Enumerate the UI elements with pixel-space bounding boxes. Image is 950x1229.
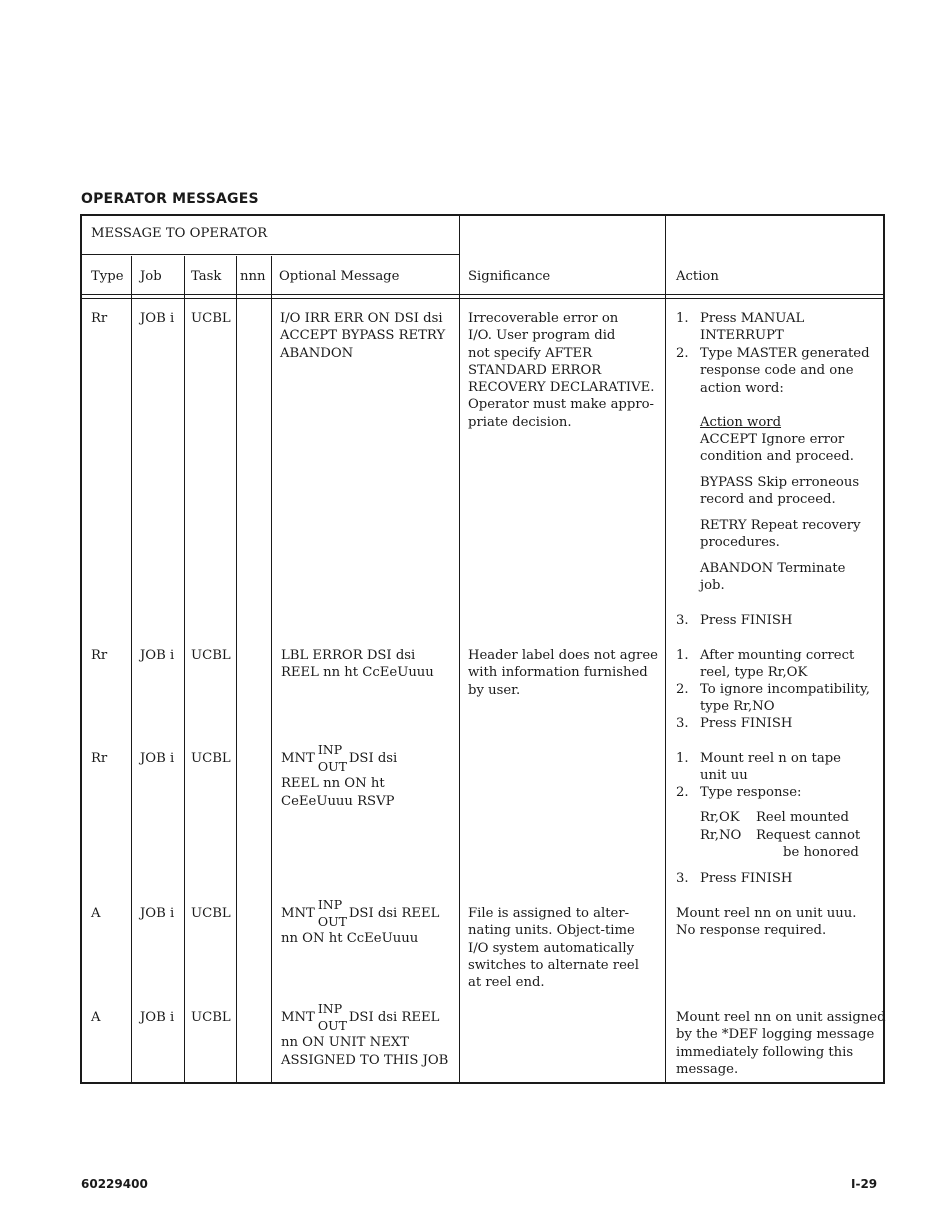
msg-line: nn ON UNIT NEXT <box>281 1035 409 1051</box>
cell-optional-message <box>281 897 440 948</box>
sig-line: RECOVERY DECLARATIVE. <box>468 380 655 396</box>
cell-job: JOB i <box>140 1010 175 1025</box>
cell-job: JOB i <box>140 751 175 766</box>
action-line: INTERRUPT <box>700 328 784 344</box>
msg-mnt: MNT <box>281 906 315 921</box>
sig-line: I/O. User program did <box>468 328 616 344</box>
sig-line: File is assigned to alter- <box>468 906 630 921</box>
action-line: action word: <box>700 380 784 396</box>
header-significance: Significance <box>468 269 551 284</box>
cell-task: UCBL <box>191 311 231 326</box>
cell-type: Rr <box>91 648 108 663</box>
step-number: 2. <box>676 346 689 361</box>
response-text: be honored <box>783 845 859 860</box>
action-line: immediately following this <box>676 1044 854 1060</box>
cell-significance <box>468 310 654 431</box>
cell-action <box>676 905 856 940</box>
action-line: response code and one <box>700 363 854 379</box>
step-number: 3. <box>676 871 689 886</box>
header-optional-message: Optional Message <box>279 269 400 284</box>
action-step <box>700 345 870 397</box>
response-text: Request cannot <box>756 828 861 843</box>
sig-line: nating units. Object-time <box>468 923 635 939</box>
action-line: ACCEPT Ignore error <box>700 432 845 447</box>
cell-type: Rr <box>91 311 108 326</box>
msg-line: ABANDON <box>280 345 354 361</box>
msg-line <box>281 1001 448 1033</box>
action-line: Type MASTER generated <box>700 346 870 361</box>
cell-optional-message <box>281 742 398 810</box>
msg-mnt: MNT <box>281 751 315 766</box>
action-line: Press MANUAL <box>700 311 805 326</box>
cell-task: UCBL <box>191 648 231 663</box>
action-step <box>700 310 804 345</box>
cell-optional-message <box>281 1001 449 1069</box>
msg-line: nn ON ht CcEeUuuu <box>281 931 419 947</box>
header-job: Job <box>140 269 162 284</box>
cell-significance <box>468 647 658 699</box>
msg-dsi: DSI dsi <box>348 751 398 766</box>
cell-job: JOB i <box>140 311 175 326</box>
action-word-retry <box>700 517 861 552</box>
sig-line: switches to alternate reel <box>468 957 639 973</box>
action-word-accept <box>700 431 854 466</box>
action-word-abandon <box>700 560 845 595</box>
action-line: reel, type Rr,OK <box>700 665 808 681</box>
step-number: 2. <box>676 785 689 800</box>
cell-task: UCBL <box>191 751 231 766</box>
action-line: RETRY Repeat recovery <box>700 518 861 533</box>
action-word-bypass <box>700 474 859 509</box>
out-label: OUT <box>317 914 347 929</box>
action-step <box>700 750 841 785</box>
action-line: job. <box>700 578 725 594</box>
inp-label: INP <box>317 897 343 912</box>
col-divider-type-job <box>131 256 132 1082</box>
col-divider-job-task <box>184 256 185 1082</box>
action-line: ABANDON Terminate <box>700 561 846 576</box>
action-line: No response required. <box>676 923 827 939</box>
col-divider-nnn-optional <box>271 256 272 1082</box>
action-line: unit uu <box>700 768 748 784</box>
sig-line: not specify AFTER <box>468 345 593 361</box>
action-word-title: Action word <box>700 415 782 430</box>
header-type: Type <box>91 269 124 284</box>
action-step: Press FINISH <box>700 871 793 886</box>
msg-line: LBL ERROR DSI dsi <box>281 648 416 663</box>
cell-type: A <box>91 906 101 921</box>
col-divider-task-nnn <box>236 256 237 1082</box>
cell-task: UCBL <box>191 1010 231 1025</box>
action-line: record and proceed. <box>700 492 836 508</box>
cell-optional-message <box>281 647 434 682</box>
action-line: procedures. <box>700 535 780 551</box>
col-divider-significance-action <box>665 216 666 1082</box>
sig-line: Header label does not agree <box>468 648 658 663</box>
action-line: message. <box>676 1061 739 1077</box>
msg-line <box>281 897 440 929</box>
sig-line: STANDARD ERROR <box>468 362 602 378</box>
cell-type: A <box>91 1010 101 1025</box>
inp-label: INP <box>317 742 343 757</box>
action-line: To ignore incompatibility, <box>700 682 870 697</box>
step-number: 1. <box>676 648 689 663</box>
cell-job: JOB i <box>140 648 175 663</box>
action-step: Press FINISH <box>700 613 793 628</box>
sig-line: at reel end. <box>468 975 545 991</box>
col-divider-optional-significance <box>459 216 460 1082</box>
msg-dsi: DSI dsi REEL <box>348 1010 440 1025</box>
cell-optional-message <box>280 310 445 362</box>
group-header-rule <box>82 254 460 255</box>
out-label: OUT <box>317 1018 347 1033</box>
msg-line: ASSIGNED TO THIS JOB <box>281 1052 449 1068</box>
inp-label: INP <box>317 1001 343 1016</box>
step-number: 1. <box>676 311 689 326</box>
msg-line: ACCEPT BYPASS RETRY <box>280 328 446 344</box>
sig-line: Irrecoverable error on <box>468 311 619 326</box>
step-number: 3. <box>676 613 689 628</box>
page-title: OPERATOR MESSAGES <box>81 191 259 207</box>
inp-out-stack <box>315 1001 349 1033</box>
header-nnn: nnn <box>240 269 266 284</box>
document-number: 60229400 <box>81 1177 148 1191</box>
header-rule-bottom <box>82 298 883 299</box>
step-number: 1. <box>676 751 689 766</box>
step-number: 2. <box>676 682 689 697</box>
action-line: type Rr,NO <box>700 699 775 715</box>
response-code: Rr,NO <box>700 828 742 843</box>
step-number: 3. <box>676 716 689 731</box>
msg-line: I/O IRR ERR ON DSI dsi <box>280 311 443 326</box>
action-line: Mount reel nn on unit uuu. <box>676 906 857 921</box>
msg-line <box>281 742 398 774</box>
cell-significance <box>468 905 639 991</box>
action-line: condition and proceed. <box>700 449 854 465</box>
action-line: Mount reel nn on unit assigned <box>676 1010 886 1025</box>
page-number: I-29 <box>851 1177 878 1191</box>
action-step: Type response: <box>700 785 802 800</box>
msg-line: REEL nn ht CcEeUuuu <box>281 665 434 681</box>
msg-line: REEL nn ON ht <box>281 776 385 792</box>
response-text: Reel mounted <box>756 810 849 825</box>
action-line: BYPASS Skip erroneous <box>700 475 860 490</box>
sig-line: I/O system automatically <box>468 940 635 956</box>
response-code: Rr,OK <box>700 810 740 825</box>
action-step <box>700 647 854 682</box>
action-line: After mounting correct <box>700 648 855 663</box>
sig-line: by user. <box>468 682 521 698</box>
sig-line: priate decision. <box>468 414 572 430</box>
msg-line: CeEeUuuu RSVP <box>281 793 395 809</box>
header-message-to-operator: MESSAGE TO OPERATOR <box>91 226 268 241</box>
cell-task: UCBL <box>191 906 231 921</box>
action-line: Mount reel n on tape <box>700 751 841 766</box>
out-label: OUT <box>317 759 347 774</box>
header-task: Task <box>191 269 222 284</box>
sig-line: with information furnished <box>468 665 648 681</box>
header-rule-top <box>82 294 883 295</box>
inp-out-stack <box>315 897 349 929</box>
action-line: by the *DEF logging message <box>676 1027 875 1043</box>
cell-type: Rr <box>91 751 108 766</box>
msg-dsi: DSI dsi REEL <box>348 906 440 921</box>
action-step <box>700 681 870 716</box>
cell-job: JOB i <box>140 906 175 921</box>
header-action: Action <box>676 269 719 284</box>
msg-mnt: MNT <box>281 1010 315 1025</box>
inp-out-stack <box>315 742 349 774</box>
sig-line: Operator must make appro- <box>468 397 655 413</box>
action-step: Press FINISH <box>700 716 793 731</box>
cell-action <box>676 1009 886 1078</box>
